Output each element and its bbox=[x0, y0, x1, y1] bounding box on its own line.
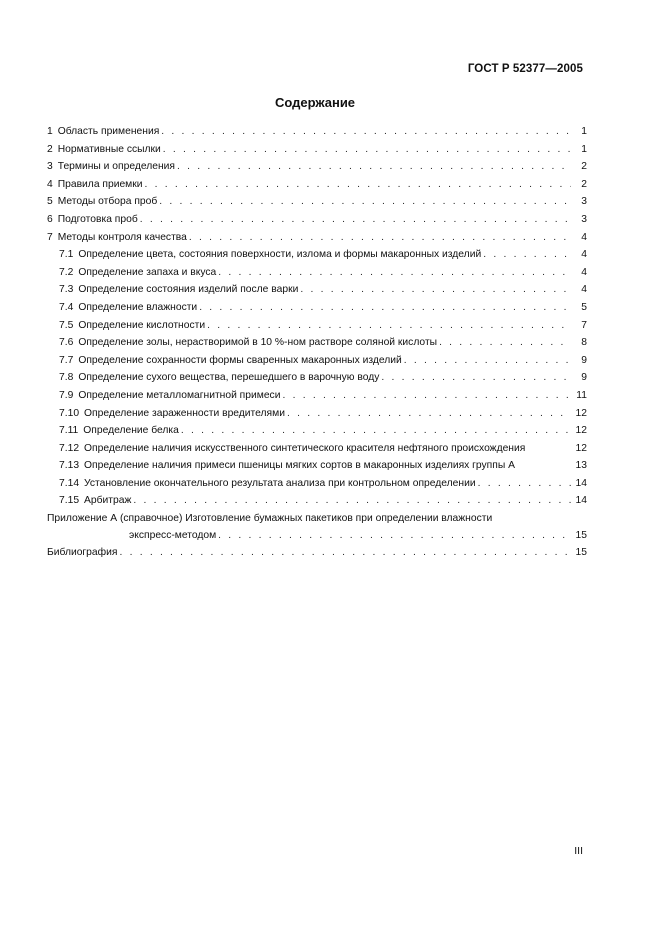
toc-subitem[interactable] bbox=[47, 492, 587, 510]
toc-item-number: 7.15 bbox=[59, 495, 80, 507]
toc-subitem[interactable] bbox=[47, 440, 587, 458]
toc-item-number: 7.8 bbox=[59, 372, 74, 384]
toc-leader bbox=[119, 544, 571, 562]
toc-leader bbox=[282, 387, 571, 405]
toc-leader bbox=[140, 211, 571, 229]
toc-item-number: 7.9 bbox=[59, 389, 74, 401]
toc-subitem[interactable] bbox=[47, 475, 587, 493]
toc-leader bbox=[439, 334, 571, 352]
toc-item-number: 7.6 bbox=[59, 337, 74, 349]
toc-item-page: 5 bbox=[581, 301, 587, 313]
toc-item-label: Определение влажности bbox=[78, 301, 198, 313]
toc-subitem[interactable] bbox=[47, 264, 587, 282]
toc-item-page: 2 bbox=[581, 161, 587, 173]
toc-item-page: 4 bbox=[581, 249, 587, 261]
toc-item-label: Установление окончательного результата анализа при контрольном определении bbox=[84, 477, 476, 489]
document-code: ГОСТ Р 52377—2005 bbox=[467, 63, 583, 75]
toc-subitem[interactable] bbox=[47, 352, 587, 370]
toc-item-number: 4 bbox=[47, 178, 53, 190]
toc-item-number: 7 bbox=[47, 231, 53, 243]
toc-item-page: 3 bbox=[581, 196, 587, 208]
toc-leader bbox=[483, 246, 571, 264]
toc-item-label: Методы отбора проб bbox=[57, 196, 158, 208]
toc-item-label: Методы контроля качества bbox=[57, 231, 187, 243]
toc-item-page: 4 bbox=[581, 266, 587, 278]
toc-item-number: 7.13 bbox=[59, 460, 80, 472]
toc-item-page: 11 bbox=[576, 389, 587, 401]
toc-item-page: 9 bbox=[581, 372, 587, 384]
toc-item-number: 7.10 bbox=[59, 407, 80, 419]
bibliography-label: Библиография bbox=[47, 547, 118, 559]
toc-item-label: Определение запаха и вкуса bbox=[78, 266, 217, 278]
toc-leader bbox=[199, 299, 571, 317]
toc-item-label: Определение зараженности вредителями bbox=[84, 407, 285, 419]
toc-item-label: Определение наличия искусственного синтетического красителя нефтяного происхождения bbox=[84, 442, 526, 454]
toc-item-page: 4 bbox=[581, 231, 587, 243]
toc-item-page: 3 bbox=[581, 213, 587, 225]
toc-item-number: 7.7 bbox=[59, 354, 74, 366]
toc-item-page: 8 bbox=[581, 337, 587, 349]
toc-item-label: Подготовка проб bbox=[57, 213, 138, 225]
toc-subitem[interactable] bbox=[47, 369, 587, 387]
appendix-title-line2: экспресс-методом bbox=[129, 530, 217, 542]
appendix-title-line1: Изготовление бумажных пакетиков при определении влажности bbox=[185, 513, 493, 525]
toc-item-number: 7.12 bbox=[59, 442, 80, 454]
toc-subitem[interactable] bbox=[47, 422, 587, 440]
toc-leader bbox=[189, 229, 571, 247]
toc-appendix[interactable] bbox=[47, 510, 587, 544]
toc-item-number: 2 bbox=[47, 143, 53, 155]
toc-item[interactable] bbox=[47, 176, 587, 194]
toc-item-label: Термины и определения bbox=[57, 161, 175, 173]
toc-item-label: Определение металломагнитной примеси bbox=[78, 389, 281, 401]
toc-item-label: Определение состояния изделий после варки bbox=[78, 284, 299, 296]
toc-item-label: Определение цвета, состояния поверхности, излома и формы макаронных изделий bbox=[78, 249, 482, 261]
appendix-prefix: Приложение А (справочное) bbox=[47, 513, 183, 525]
toc-item-page: 9 bbox=[581, 354, 587, 366]
toc-item-number: 7.1 bbox=[59, 249, 74, 261]
toc-leader bbox=[159, 193, 571, 211]
toc-item[interactable] bbox=[47, 211, 587, 229]
toc-subitem[interactable] bbox=[47, 387, 587, 405]
toc-item-page: 14 bbox=[575, 495, 587, 507]
toc-item-number: 1 bbox=[47, 126, 53, 137]
toc-bibliography[interactable] bbox=[47, 544, 587, 562]
toc-leader bbox=[218, 264, 571, 282]
toc-item-page: 1 bbox=[581, 143, 587, 155]
toc-leader bbox=[207, 317, 571, 335]
toc-item-number: 7.11 bbox=[59, 425, 79, 437]
toc-item-label: Правила приемки bbox=[57, 178, 143, 190]
toc-item-page: 1 bbox=[581, 126, 587, 137]
toc-leader bbox=[300, 281, 571, 299]
toc-leader bbox=[163, 141, 571, 159]
toc-title: Содержание bbox=[274, 95, 356, 110]
toc-item-number: 7.14 bbox=[59, 477, 80, 489]
toc-leader bbox=[177, 158, 571, 176]
toc-item-page: 7 bbox=[581, 319, 587, 331]
toc-item-page: 15 bbox=[575, 530, 587, 542]
toc-subitem[interactable] bbox=[47, 299, 587, 317]
toc-item-page: 12 bbox=[575, 442, 587, 454]
toc-leader bbox=[218, 527, 571, 544]
toc-item-page: 12 bbox=[575, 425, 587, 437]
toc-subitem[interactable] bbox=[47, 405, 587, 423]
toc-item-label: Определение сохранности формы сваренных макаронных изделий bbox=[78, 354, 402, 366]
toc-leader bbox=[287, 405, 571, 423]
toc-item[interactable] bbox=[47, 158, 587, 176]
toc-leader bbox=[381, 369, 571, 387]
toc-item-page: 12 bbox=[575, 407, 587, 419]
toc-subitem[interactable] bbox=[47, 246, 587, 264]
toc-leader bbox=[181, 422, 571, 440]
toc-item-label: Арбитраж bbox=[84, 495, 132, 507]
toc-leader bbox=[133, 492, 571, 510]
toc-item-number: 3 bbox=[47, 161, 53, 173]
toc-item-label: Определение белка bbox=[83, 425, 179, 437]
toc-item-label: Определение наличия примеси пшеницы мягких сортов в макаронных изделиях группы А bbox=[84, 460, 515, 472]
table-of-contents bbox=[47, 123, 587, 562]
toc-item-label: Нормативные ссылки bbox=[57, 143, 161, 155]
toc-item-number: 7.5 bbox=[59, 319, 74, 331]
toc-item-number: 7.3 bbox=[59, 284, 74, 296]
toc-subitem[interactable] bbox=[47, 317, 587, 335]
toc-item-label: Определение золы, нерастворимой в 10 %-ном растворе соляной кислоты bbox=[78, 337, 438, 349]
page-number: III bbox=[574, 845, 583, 857]
toc-item-page: 14 bbox=[575, 477, 587, 489]
toc-item[interactable] bbox=[47, 141, 587, 159]
toc-item[interactable] bbox=[47, 229, 587, 247]
toc-item-number: 5 bbox=[47, 196, 53, 208]
toc-item-number: 6 bbox=[47, 213, 53, 225]
toc-item-label: Определение кислотности bbox=[78, 319, 206, 331]
toc-item[interactable] bbox=[47, 193, 587, 211]
toc-item-number: 7.4 bbox=[59, 301, 74, 313]
toc-subitem[interactable] bbox=[47, 281, 587, 299]
toc-item-page: 4 bbox=[581, 284, 587, 296]
toc-item-page: 15 bbox=[575, 547, 587, 559]
toc-subitem[interactable] bbox=[47, 457, 587, 475]
toc-item-label: Область применения bbox=[57, 126, 160, 137]
toc-item-number: 7.2 bbox=[59, 266, 74, 278]
toc-item-page: 2 bbox=[581, 178, 587, 190]
toc-subitem[interactable] bbox=[47, 334, 587, 352]
toc-leader bbox=[145, 176, 571, 194]
toc-item[interactable] bbox=[47, 123, 587, 141]
toc-leader bbox=[404, 352, 571, 370]
toc-leader bbox=[161, 123, 571, 141]
toc-leader bbox=[478, 475, 571, 493]
toc-item-page: 13 bbox=[575, 460, 587, 472]
toc-item-label: Определение сухого вещества, перешедшего в варочную воду bbox=[78, 372, 380, 384]
